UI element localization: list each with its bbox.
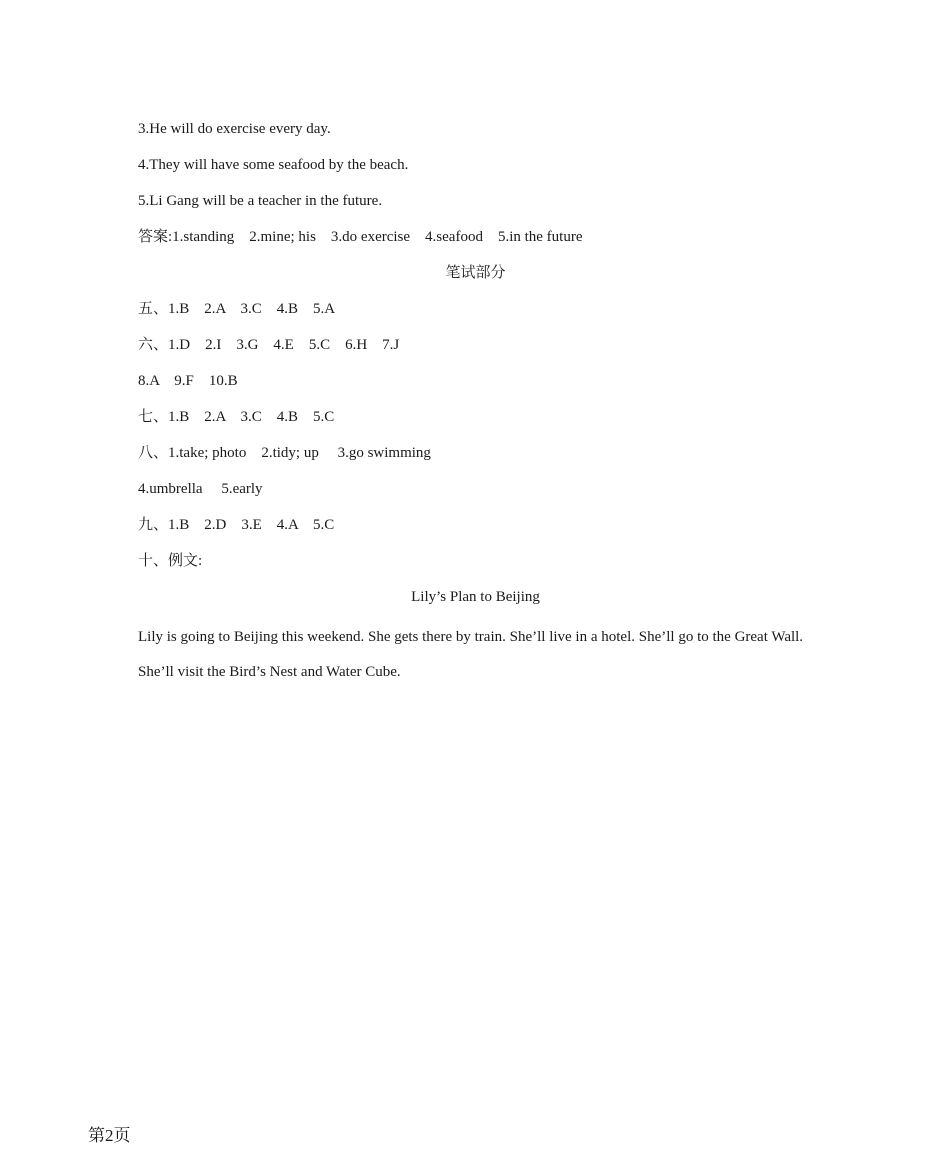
answer-line-6-continued: 8.A 9.F 10.B: [138, 373, 238, 389]
listening-sentence: 3.He will do exercise every day.: [138, 121, 331, 137]
answer-line-8-continued: 4.umbrella 5.early: [138, 481, 263, 497]
answer-line-6: 六、1.D 2.I 3.G 4.E 5.C 6.H 7.J: [138, 337, 400, 353]
answer-line-5: 五、1.B 2.A 3.C 4.B 5.A: [138, 301, 336, 317]
answer-key-content: [138, 116, 813, 690]
answer-line-9: 九、1.B 2.D 3.E 4.A 5.C: [138, 517, 335, 533]
essay-title: Lily’s Plan to Beijing: [411, 589, 540, 605]
page-number: 第2页: [88, 1126, 131, 1145]
listening-sentence: 4.They will have some seafood by the beach.: [138, 157, 409, 173]
listening-answers: 答案:1.standing 2.mine; his 3.do exercise 4.seafood 5.in the future: [138, 229, 583, 245]
answer-line-10: 十、例文:: [138, 553, 203, 569]
listening-sentence: 5.Li Gang will be a teacher in the future.: [138, 193, 383, 209]
answer-line-7: 七、1.B 2.A 3.C 4.B 5.C: [138, 409, 335, 425]
essay-body: Lily is going to Beijing this weekend. She gets there by train. She’ll live in a hotel. She’ll go to the Great Wall. She’ll visit the Bird’s Nest and Water Cube.: [138, 629, 804, 680]
answer-line-8: 八、1.take; photo 2.tidy; up 3.go swimming: [138, 445, 431, 461]
written-section-title: 笔试部分: [445, 265, 506, 281]
